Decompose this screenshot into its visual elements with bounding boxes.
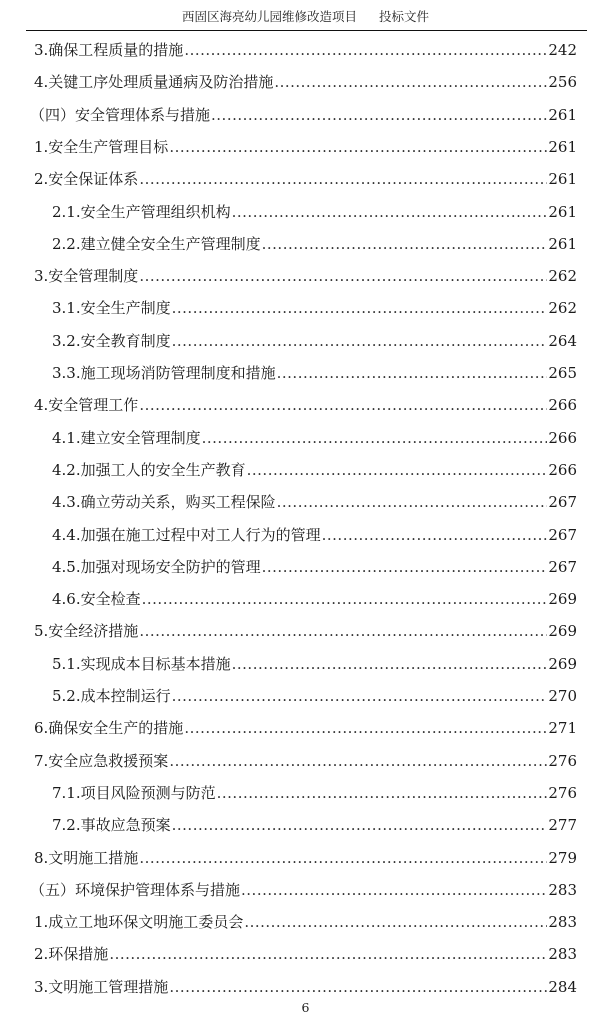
- toc-leader-dots: [139, 393, 547, 417]
- toc-leader-dots: [262, 232, 548, 256]
- toc-entry-title: 4.4.加强在施工过程中对工人行为的管理: [52, 525, 321, 544]
- toc-entry-page: 261: [548, 202, 577, 221]
- toc-leader-dots: [277, 361, 548, 385]
- toc-leader-dots: [274, 70, 547, 94]
- toc-entry[interactable]: [34, 942, 577, 966]
- toc-entry-title: 4.3.确立劳动关系，购买工程保险: [52, 493, 276, 512]
- toc-entry-title: 3.安全管理制度: [34, 267, 139, 286]
- toc-entry[interactable]: [52, 523, 577, 547]
- toc-entry-page: 276: [548, 751, 577, 770]
- toc-entry-title: 2.安全保证体系: [34, 170, 139, 189]
- toc-entry-page: 283: [548, 880, 577, 899]
- toc-entry-page: 261: [548, 137, 577, 156]
- toc-entry-page: 262: [548, 267, 577, 286]
- toc-entry-title: （五）环境保护管理体系与措施: [30, 880, 241, 899]
- toc-entry[interactable]: [34, 716, 577, 740]
- toc-entry[interactable]: [52, 329, 577, 353]
- toc-entry[interactable]: [52, 555, 577, 579]
- toc-entry[interactable]: [34, 975, 577, 999]
- toc-entry-page: 269: [548, 590, 577, 609]
- toc-entry[interactable]: [34, 910, 577, 934]
- toc-leader-dots: [232, 652, 548, 676]
- toc-entry[interactable]: [34, 846, 577, 870]
- toc-leader-dots: [142, 587, 548, 611]
- toc-entry-page: 266: [548, 396, 577, 415]
- toc-entry-title: 4.2.加强工人的安全生产教育: [52, 460, 246, 479]
- toc-leader-dots: [139, 619, 547, 643]
- toc-leader-dots: [241, 878, 547, 902]
- toc-entry[interactable]: [34, 619, 577, 643]
- toc-entry-title: 4.关键工序处理质量通病及防治措施: [34, 73, 274, 92]
- header-project-title: 西固区海亮幼儿园维修改造项目: [181, 9, 357, 24]
- toc-entry-page: 261: [548, 170, 577, 189]
- toc-entry[interactable]: [52, 296, 577, 320]
- toc-entry[interactable]: [34, 135, 577, 159]
- toc-entry[interactable]: [34, 393, 577, 417]
- toc-entry-page: 266: [548, 460, 577, 479]
- toc-entry[interactable]: [52, 200, 577, 224]
- toc-entry[interactable]: [34, 167, 577, 191]
- toc-entry-title: 7.1.项目风险预测与防范: [52, 783, 216, 802]
- toc-entry-page: 242: [548, 41, 577, 59]
- toc-entry[interactable]: [52, 684, 577, 708]
- toc-entry-page: 284: [548, 977, 577, 996]
- toc-leader-dots: [172, 813, 548, 837]
- toc-entry[interactable]: [34, 70, 577, 94]
- toc-leader-dots: [139, 846, 547, 870]
- header-document-type: 投标文件: [378, 9, 429, 24]
- page-number: 6: [301, 1000, 310, 1015]
- toc-entry-title: 2.2.建立健全安全生产管理制度: [52, 234, 261, 253]
- toc-leader-dots: [202, 426, 548, 450]
- toc-entry[interactable]: [52, 232, 577, 256]
- toc-entry-title: （四）安全管理体系与措施: [30, 105, 211, 124]
- toc-entry-page: 267: [548, 525, 577, 544]
- toc-entry-page: 267: [548, 493, 577, 512]
- toc-entry-title: 2.环保措施: [34, 945, 109, 964]
- toc-entry-page: 269: [548, 654, 577, 673]
- toc-entry-page: 267: [548, 557, 577, 576]
- toc-entry[interactable]: [30, 878, 577, 902]
- toc-entry-page: 283: [548, 913, 577, 932]
- toc-entry-title: 5.安全经济措施: [34, 622, 139, 641]
- toc-entry[interactable]: [30, 103, 577, 127]
- toc-entry-title: 4.安全管理工作: [34, 396, 139, 415]
- toc-entry-page: 277: [548, 816, 577, 835]
- toc-entry[interactable]: [34, 749, 577, 773]
- toc-entry-title: 3.文明施工管理措施: [34, 977, 169, 996]
- toc-leader-dots: [244, 910, 547, 934]
- toc-leader-dots: [172, 329, 548, 353]
- toc-entry-title: 3.确保工程质量的措施: [34, 41, 184, 59]
- toc-entry-title: 3.2.安全教育制度: [52, 331, 171, 350]
- toc-leader-dots: [169, 135, 547, 159]
- toc-entry[interactable]: [52, 426, 577, 450]
- toc-entry[interactable]: [52, 587, 577, 611]
- toc-leader-dots: [169, 975, 547, 999]
- toc-leader-dots: [139, 264, 547, 288]
- toc-entry-title: 1.安全生产管理目标: [34, 137, 169, 156]
- toc-leader-dots: [262, 555, 548, 579]
- toc-leader-dots: [277, 490, 548, 514]
- toc-leader-dots: [247, 458, 548, 482]
- toc-leader-dots: [232, 200, 548, 224]
- toc-leader-dots: [184, 38, 547, 62]
- toc-entry-title: 4.6.安全检查: [52, 590, 141, 609]
- toc-entry-page: 265: [548, 364, 577, 382]
- toc-entry-title: 5.1.实现成本目标基本措施: [52, 654, 231, 673]
- toc-entry-page: 279: [548, 848, 577, 867]
- page-header: [0, 7, 611, 25]
- toc-entry-page: 262: [548, 299, 577, 318]
- toc-entry-title: 6.确保安全生产的措施: [34, 719, 184, 738]
- toc-leader-dots: [217, 781, 548, 805]
- toc-leader-dots: [139, 167, 547, 191]
- toc-entry[interactable]: [52, 781, 577, 805]
- toc-entry-title: 7.2.事故应急预案: [52, 816, 171, 835]
- toc-entry-page: 271: [548, 719, 577, 738]
- toc-entry[interactable]: [52, 458, 577, 482]
- toc-entry[interactable]: [34, 38, 577, 62]
- toc-entry-page: 283: [548, 945, 577, 964]
- toc-leader-dots: [169, 749, 547, 773]
- toc-entry-title: 3.3.施工现场消防管理制度和措施: [52, 364, 276, 382]
- toc-leader-dots: [211, 103, 547, 127]
- toc-entry-title: 4.1.建立安全管理制度: [52, 428, 201, 447]
- toc-entry-title: 5.2.成本控制运行: [52, 687, 171, 705]
- header-divider: [26, 30, 587, 31]
- toc-entry-title: 3.1.安全生产制度: [52, 299, 171, 318]
- toc-entry[interactable]: [52, 361, 577, 385]
- toc-leader-dots: [172, 684, 548, 708]
- toc-leader-dots: [322, 523, 548, 547]
- toc-entry-page: 256: [548, 73, 577, 92]
- toc-entry-title: 2.1.安全生产管理组织机构: [52, 202, 231, 221]
- toc-leader-dots: [184, 716, 547, 740]
- toc-entry-title: 8.文明施工措施: [34, 848, 139, 867]
- toc-entry[interactable]: [52, 652, 577, 676]
- toc-entry-title: 4.5.加强对现场安全防护的管理: [52, 557, 261, 576]
- toc-entry-page: 264: [548, 331, 577, 350]
- toc-entry-title: 1.成立工地环保文明施工委员会: [34, 913, 244, 932]
- toc-entry-title: 7.安全应急救援预案: [34, 751, 169, 770]
- toc-entry[interactable]: [34, 264, 577, 288]
- toc-entry[interactable]: [52, 813, 577, 837]
- toc-entry-page: 266: [548, 428, 577, 447]
- toc-entry-page: 270: [548, 687, 577, 705]
- toc-entry-page: 276: [548, 783, 577, 802]
- toc-entry-page: 261: [548, 234, 577, 253]
- toc-leader-dots: [109, 942, 547, 966]
- toc-entry-page: 261: [548, 105, 577, 124]
- toc-entry-page: 269: [548, 622, 577, 641]
- toc-entry[interactable]: [52, 490, 577, 514]
- toc-leader-dots: [172, 296, 548, 320]
